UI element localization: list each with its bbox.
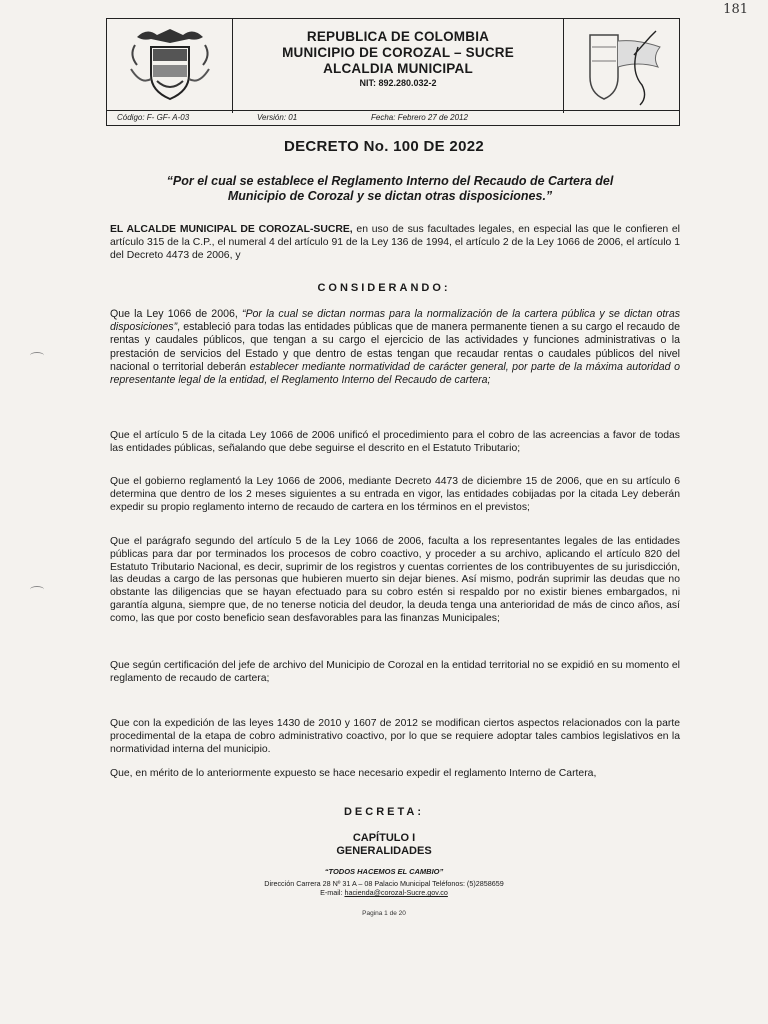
header-country: REPUBLICA DE COLOMBIA: [306, 29, 490, 44]
considerando-6: Que con la expedición de las leyes 1430 de 2010 y 1607 de 2012 se modifican ciertos aspectos relacionados con la parte procedimental de la etapa de cobro administrativo coactivo, por lo que se requiere adoptar tales cambios legislativos en la normatividad interna del municipio.: [110, 718, 680, 755]
header-shield-cell: [563, 19, 679, 113]
header-municipality: MUNICIPIO DE COROZAL – SUCRE: [282, 45, 514, 60]
considerando-1-body: , estableció para todas las entidades públicas que de manera permanente tienen a su cargo el recaudo de rentas y caudales públicos, que tengan a su cargo el ejercicio de las actividades y funciones administrativas o la prestación de servicios del Estado y que dentro de estas tengan que recaudar rentas o caudales públicos del nivel nacional o territorial deberán: [110, 321, 680, 373]
header-code: Código: F- GF- A-03: [117, 113, 190, 122]
header-office: ALCALDIA MUNICIPAL: [323, 61, 473, 76]
considerando-4: Que el parágrafo segundo del artículo 5 de la Ley 1066 de 2006, faculta a los representantes legales de las entidades públicas para dar por terminados los procesos de cobro coactivo, y proceder a su archivo, aplicando el artículo 820 del Estatuto Tributario Nacional, es decir, suprimir de los registros y cuentas corrientes de los contribuyentes de su jurisdicción, las deudas a cargo de las personas que hubieren muerto sin dejar bienes. Así mismo, podrán suprimir las deudas que no obstante las diligencias que se hayan efectuado para su cobro estén si respaldo por no existir bienes embargados, ni garantía alguna, siempre que, de no tenerse noticia del deudor, la deuda tenga una anterioridad de más de cinco años, así como, las que por costo beneficio sean desfavorables para las finanzas Municipales;: [110, 536, 680, 624]
footer-motto: “TODOS HACEMOS EL CAMBIO”: [324, 867, 444, 876]
document-header: [106, 18, 680, 126]
considerando-heading: CONSIDERANDO:: [317, 282, 451, 294]
header-date: Fecha: Febrero 27 de 2012: [371, 113, 468, 122]
considerando-3: Que el gobierno reglamentó la Ley 1066 de 2006, mediante Decreto 4473 de diciembre 15 de 2006, que en su artículo 6 determina que dentro de los 2 meses siguientes a su entrada en vigor, las entidades cobijadas por la citada Ley deberán expedir su propio reglamento interno de recaudo de cartera en los términos en el previstos;: [110, 476, 680, 513]
considerando-2: Que el artículo 5 de la citada Ley 1066 de 2006 unificó el procedimiento para el cobro de las acreencias a favor de todas las entidades públicas, señalando que debe seguirse el descrito en el Estatuto Tributario;: [110, 430, 680, 454]
footer-email-link[interactable]: hacienda@corozal-Sucre.gov.co: [344, 888, 448, 897]
decree-subtitle-line1: “Por el cual se establece el Reglamento Interno del Recaudo de Cartera del: [166, 174, 614, 188]
header-nit: NIT: 892.280.032-2: [359, 78, 437, 88]
header-version: Versión: 01: [257, 113, 298, 122]
punch-hole-mark: [30, 586, 44, 593]
decree-subtitle: [110, 174, 670, 204]
colombia-coat-of-arms-icon: [127, 25, 213, 105]
considerando-7: Que, en mérito de lo anteriormente expuesto se hace necesario expedir el reglamento Interno de Cartera,: [110, 768, 597, 779]
footer-email-label: E-mail:: [320, 888, 345, 897]
preamble-text: en uso de sus facultades legales, en especial las que le confieren el artículo 315 de la C.P., el numeral 4 del artículo 91 de la Ley 136 de 1994, el artículo 2 de la Ley 1066 de 2006, el artículo 1 del Decreto 4473 de 2006, y: [110, 224, 680, 261]
handwritten-page-number: 181: [723, 2, 748, 17]
considerando-1: [110, 308, 680, 387]
preamble: [110, 224, 680, 262]
considerando-1-start: Que la Ley 1066 de 2006,: [110, 308, 242, 320]
preamble-actor: EL ALCALDE MUNICIPAL DE COROZAL-SUCRE,: [110, 224, 353, 235]
header-metadata-row: [107, 110, 679, 125]
header-logo-cell: [107, 19, 233, 113]
footer-address: [0, 879, 768, 897]
chapter-name: GENERALIDADES: [336, 845, 432, 857]
considerando-1-end: establecer mediante normatividad de carácter general, por parte de la máxima autoridad o representante legal de la entidad, el Reglamento Interno del Recaudo de cartera;: [110, 360, 680, 387]
punch-hole-mark: [30, 352, 44, 359]
decree-title: DECRETO No. 100 DE 2022: [283, 138, 485, 155]
municipal-shield-icon: [578, 27, 668, 107]
page-number: Pagina 1 de 20: [362, 910, 406, 917]
footer-address-line: Dirección Carrera 28 Nº 31 A – 08 Palacio Municipal Teléfonos: (5)2858659: [264, 879, 504, 888]
considerando-1-quote: “Por la cual se dictan normas para la normalización de la cartera pública y se dictan otras disposiciones”: [110, 308, 681, 334]
decree-subtitle-line2: Municipio de Corozal y se dictan otras disposiciones.”: [227, 189, 553, 203]
decreta-heading: DECRETA:: [343, 806, 424, 818]
considerando-5: Que según certificación del jefe de archivo del Municipio de Corozal en la entidad territorial no se expidió en su momento el reglamento de recaudo de cartera;: [110, 660, 680, 684]
chapter-number: CAPÍTULO I: [352, 832, 416, 844]
footer-email-line: [0, 888, 768, 897]
chapter-heading: [0, 832, 768, 858]
